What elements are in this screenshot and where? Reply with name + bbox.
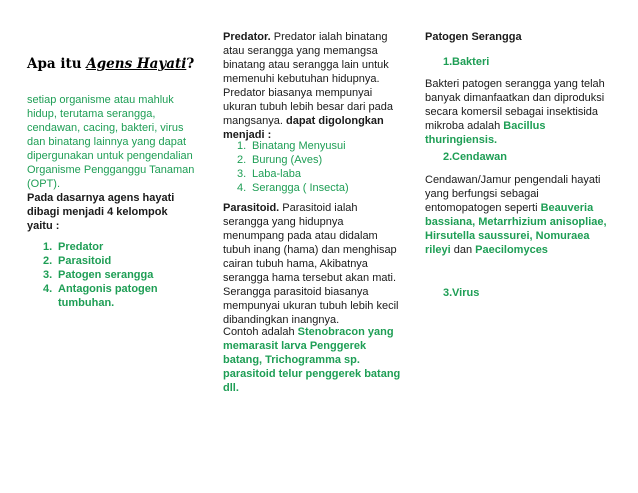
parasitoid-paragraph: Parasitoid. Parasitoid ialah serangga yang hidupnya menumpang pada atau didalam tubuh inang (hama) dan menghisap cairan tubuh hama, Akibatnya serangga hama tersebut akan mati. Serangga parasitoid biasanya mempunyai ukuran tubuh lebih kecil dibandingkan inangnya. [223,202,399,326]
list-item-antagonis: 4. Antagonis patogen tumbuhan. [43,283,158,309]
list-item: 4. Serangga ( Insecta) [237,182,349,194]
predator-list [223,139,406,195]
page-title [27,56,194,72]
subheading-bakteri: 1. Bakteri [443,56,490,68]
example-paragraph: Contoh adalah Stenobracon yang memarasit larva Penggerek batang, Trichogramma sp. parasitoid telur penggerek batang dll. [223,326,401,394]
intro-paragraph: setiap organisme atau mahluk hidup, terutama serangga, cendawan, cacing, bakteri, virus dan binatang lainnya yang dapat dipergunakan untuk pengendalian Organisme Pengganggu Tanaman (OPT). [27,94,195,190]
groups-heading: Pada dasarnya agens hayati dibagi menjadi 4 kelompok yaitu : [27,192,175,232]
subheading-virus: 3. Virus [443,287,480,299]
title-term: Agens Hayati [86,56,187,72]
section-heading: Patogen Serangga [425,31,522,43]
parasitoid-term: Parasitoid. [223,202,280,214]
title-prefix: Apa itu [27,56,87,72]
list-item: 3. Laba-laba [237,168,301,180]
cendawan-paragraph: Cendawan/Jamur pengendali hayati yang berfungsi sebagai entomopatogen seperti Beauveria bassiana, Metarrhizium anisopliae, Hirsutella saussurei, Nomuraea rileyi dan Paecilomyces [425,174,607,256]
groups-list [27,240,195,310]
list-item: 1. Binatang Menyusui [237,140,346,152]
title-suffix: ? [186,56,195,72]
predator-term: Predator. [223,31,271,43]
predator-paragraph: Predator. Predator ialah binatang atau serangga yang memangsa binatang atau serangga lain untuk memenuhi kebutuhan hidupnya. Predator biasanya mempunyai ukuran tubuh lebih besar dari pada mangsanya. dapat digolongkan menjadi : [223,31,394,141]
list-item-parasitoid: 2. Parasitoid [43,255,112,267]
bakteri-paragraph: Bakteri patogen serangga yang telah banyak dimanfaatkan dan diproduksi secara komersil sebagai insektisida mikroba adalah Bacillus thuringiensis. [425,78,605,146]
list-item-predator: 1. Predator [43,241,104,253]
list-item-patogen: 3. Patogen serangga [43,269,154,281]
list-item: 2. Burung (Aves) [237,154,323,166]
subheading-cendawan: 2. Cendawan [443,151,508,163]
